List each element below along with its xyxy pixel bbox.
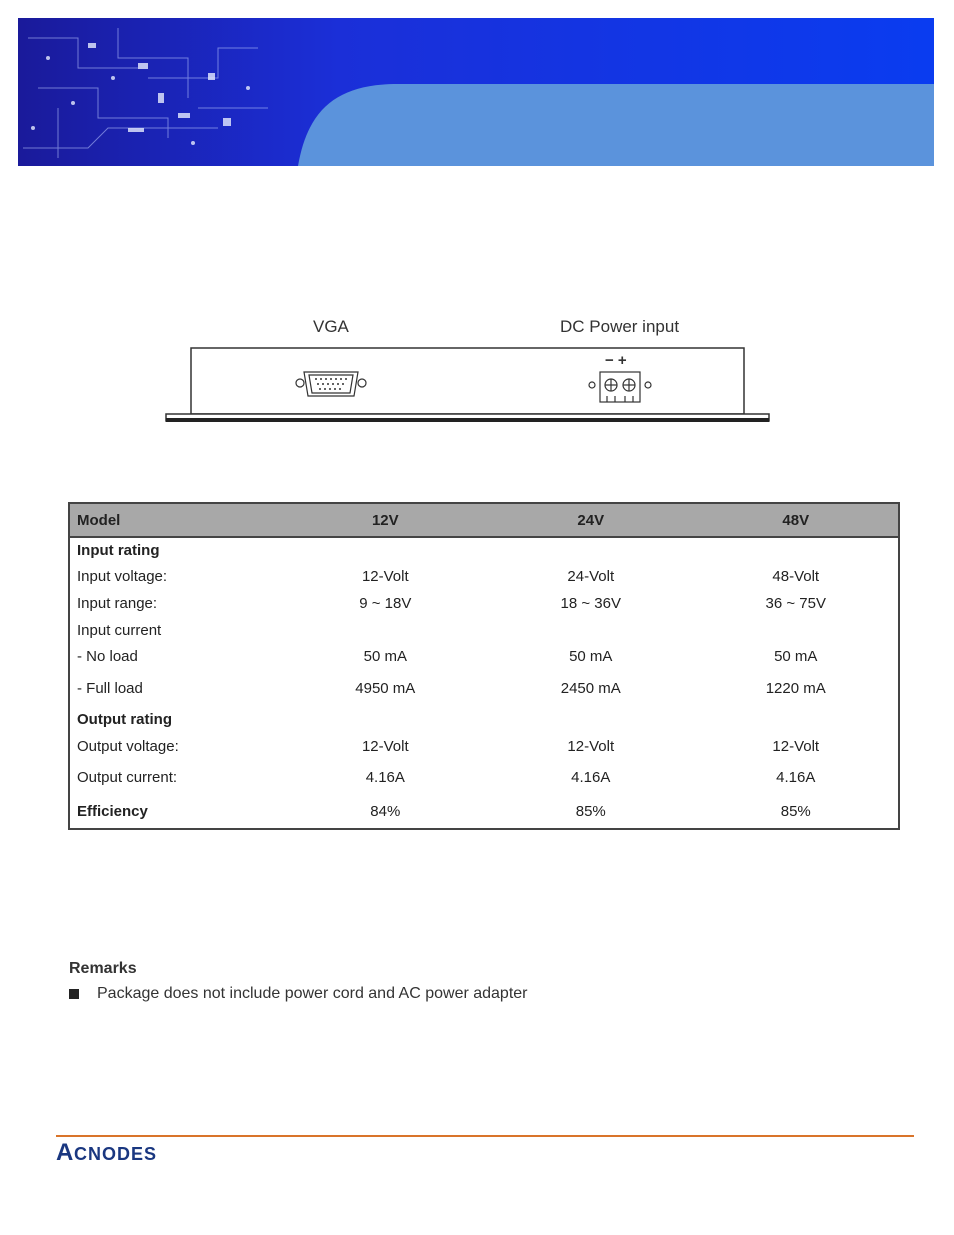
table-row bbox=[69, 563, 899, 590]
table-cell: 36 ~ 75V bbox=[765, 595, 826, 612]
table-cell bbox=[488, 706, 693, 732]
bullet-square-icon bbox=[69, 989, 79, 999]
table-cell: 12-Volt bbox=[361, 568, 409, 585]
table-cell: 4.16A bbox=[365, 769, 405, 786]
acnodes-logo bbox=[56, 1139, 216, 1172]
table-cell: 50 mA bbox=[569, 648, 613, 665]
svg-text:A: A bbox=[56, 1139, 74, 1165]
row-label: Input voltage: bbox=[77, 568, 168, 585]
table-cell: 85% bbox=[575, 802, 606, 820]
row-label: Efficiency bbox=[77, 802, 148, 820]
table-cell: 50 mA bbox=[363, 648, 407, 665]
table-cell: 12-Volt bbox=[772, 738, 820, 755]
table-cell bbox=[488, 617, 693, 643]
table-cell: 85% bbox=[780, 802, 811, 820]
table-cell: 4.16A bbox=[776, 769, 816, 786]
column-header: 24V bbox=[488, 503, 693, 537]
table-cell bbox=[488, 537, 693, 563]
row-label: Input rating bbox=[77, 542, 160, 559]
column-header: 48V bbox=[694, 503, 900, 537]
table-row bbox=[69, 670, 899, 706]
table-cell bbox=[283, 537, 488, 563]
table-cell: 12-Volt bbox=[361, 738, 409, 755]
table-cell: 4950 mA bbox=[355, 679, 416, 697]
table-row bbox=[69, 590, 899, 617]
table-cell: 2450 mA bbox=[560, 679, 621, 697]
row-label: Output voltage: bbox=[77, 738, 179, 755]
svg-text:CNODES: CNODES bbox=[74, 1144, 158, 1164]
table-cell bbox=[283, 617, 488, 643]
table-row bbox=[69, 617, 899, 643]
power-spec-table bbox=[68, 502, 900, 830]
row-label: Input range: bbox=[77, 595, 158, 612]
header-banner bbox=[18, 18, 934, 166]
row-label: Input current bbox=[77, 621, 162, 639]
row-label: - Full load bbox=[77, 679, 143, 697]
acnodes-logo-mark bbox=[56, 1139, 216, 1165]
table-row bbox=[69, 794, 899, 829]
table-cell: 24-Volt bbox=[567, 568, 615, 585]
table-cell: 1220 mA bbox=[765, 679, 826, 697]
row-label: Output rating bbox=[77, 710, 172, 728]
column-header: 12V bbox=[283, 503, 488, 537]
column-header: Model bbox=[69, 503, 283, 537]
table-cell: 9 ~ 18V bbox=[359, 595, 412, 612]
table-cell bbox=[694, 537, 900, 563]
table-row bbox=[69, 537, 899, 563]
table-cell: 48-Volt bbox=[772, 568, 820, 585]
table-row bbox=[69, 732, 899, 761]
rear-panel-diagram bbox=[160, 310, 780, 430]
polarity-label: − + bbox=[605, 352, 627, 369]
table-cell bbox=[283, 706, 488, 732]
remarks-item bbox=[69, 985, 528, 1003]
footer-divider bbox=[56, 1135, 914, 1137]
table-cell: 50 mA bbox=[774, 648, 818, 665]
row-label: - No load bbox=[77, 648, 138, 665]
table-cell: 12-Volt bbox=[567, 738, 615, 755]
table-row bbox=[69, 761, 899, 794]
table-cell: 18 ~ 36V bbox=[560, 595, 621, 612]
circuit-board-image bbox=[18, 18, 934, 166]
table-header-row bbox=[69, 503, 899, 537]
table-row bbox=[69, 643, 899, 670]
table-cell: 4.16A bbox=[571, 769, 611, 786]
table-cell bbox=[694, 706, 900, 732]
table-row bbox=[69, 706, 899, 732]
dc-power-label: DC Power input bbox=[560, 317, 680, 336]
panel-outline bbox=[160, 310, 780, 430]
table-cell: 84% bbox=[370, 802, 401, 820]
remarks-item-text: Package does not include power cord and AC power adapter bbox=[97, 985, 528, 1002]
table-cell bbox=[694, 617, 900, 643]
remarks-title: Remarks bbox=[69, 960, 137, 977]
row-label: Output current: bbox=[77, 769, 178, 786]
vga-label: VGA bbox=[313, 317, 349, 336]
